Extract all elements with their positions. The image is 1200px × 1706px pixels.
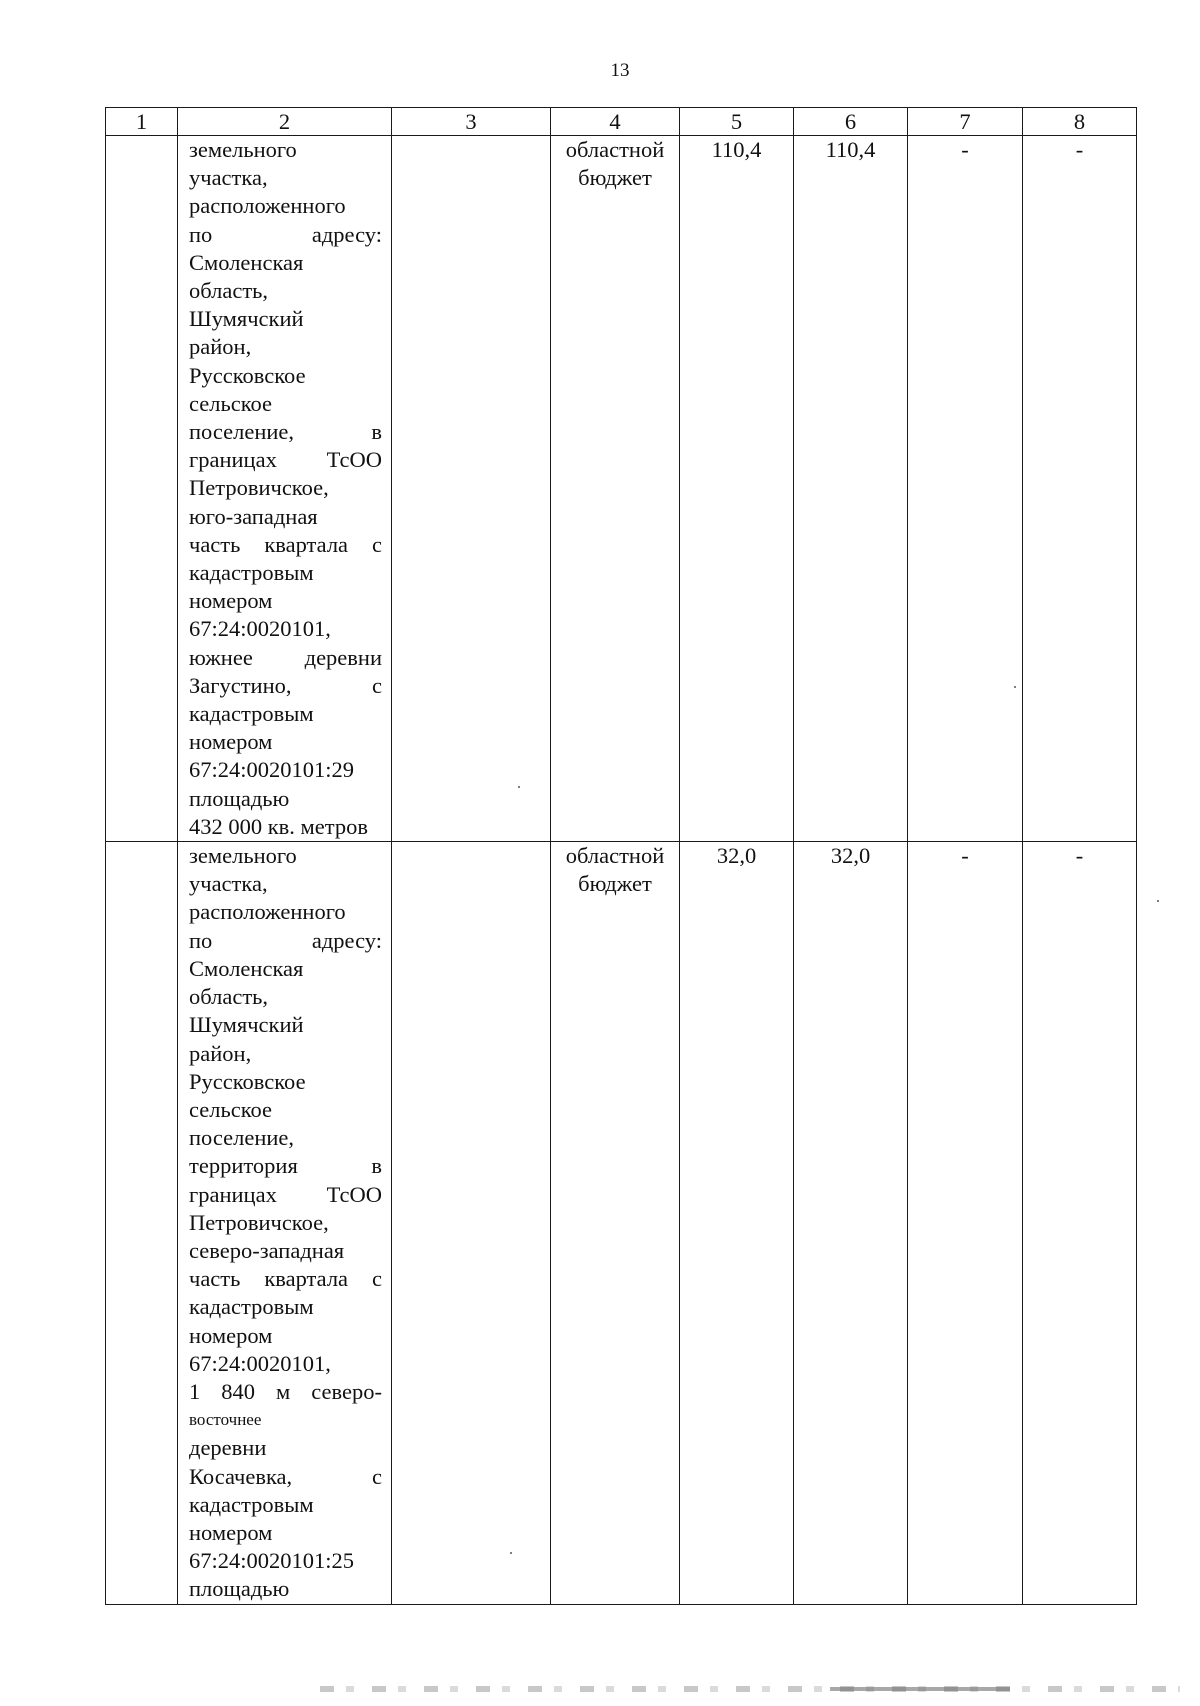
description-line: расположенного	[189, 193, 346, 219]
header-cell: 6	[794, 108, 908, 136]
description-line: поселение,	[189, 1125, 295, 1151]
description-line: район,	[189, 334, 252, 360]
description-line: Руссковское	[189, 362, 306, 388]
description-line: северо-западная	[189, 1237, 345, 1263]
description-line: 1 840 м северо-	[189, 1378, 382, 1404]
description-line: земельного	[189, 843, 297, 869]
description-line: кадастровым	[189, 1294, 314, 1320]
description-line: границах ТсОО	[189, 1181, 382, 1207]
funding-source-cell	[551, 136, 680, 842]
table-row	[106, 136, 1137, 842]
description-line: часть квартала с	[189, 531, 382, 557]
funding-source-cell	[551, 842, 680, 1604]
description-line: кадастровым	[189, 701, 314, 727]
scan-speck	[510, 1552, 512, 1554]
description-line: 67:24:0020101,	[189, 1350, 331, 1376]
description-line: площадью	[189, 785, 290, 811]
description-line: по адресу:	[189, 221, 382, 247]
amount-cell: 32,0	[794, 842, 908, 1604]
description-line: Петровичское,	[189, 1209, 329, 1235]
header-cell: 2	[178, 108, 392, 136]
table-header-row	[106, 108, 1137, 136]
description-line: номером	[189, 588, 273, 614]
description-line: Смоленская	[189, 249, 304, 275]
funding-source-line: бюджет	[578, 871, 652, 897]
description-line: номером	[189, 729, 273, 755]
description-line: Загустино, с	[189, 672, 382, 698]
description-line: 67:24:0020101,	[189, 616, 331, 642]
description-line: кадастровым	[189, 560, 314, 586]
row-number-cell	[106, 136, 178, 842]
description-line: номером	[189, 1519, 273, 1545]
description-line: Петровичское,	[189, 475, 329, 501]
description-line: часть квартала с	[189, 1266, 382, 1292]
description-line: по адресу:	[189, 927, 382, 953]
description-line: расположенного	[189, 899, 346, 925]
scan-footer-artifact	[320, 1686, 1180, 1692]
description-line: Шумячский	[189, 306, 304, 332]
dash-cell: -	[1023, 842, 1137, 1604]
header-cell: 5	[680, 108, 794, 136]
description-line: участка,	[189, 871, 268, 897]
description-line: сельское	[189, 1096, 273, 1122]
description-line: 67:24:0020101:25	[189, 1548, 355, 1574]
description-line: участка,	[189, 165, 268, 191]
scan-speck	[1157, 900, 1159, 902]
funding-source-line: областной	[565, 137, 665, 162]
description-line: область,	[189, 984, 269, 1010]
description-line: деревни	[189, 1435, 267, 1461]
description-line: район,	[189, 1040, 252, 1066]
description-line: Шумячский	[189, 1012, 304, 1038]
header-cell: 7	[908, 108, 1023, 136]
table-row	[106, 842, 1137, 1604]
description-line: 67:24:0020101:29	[189, 757, 355, 783]
dash-cell: -	[908, 136, 1023, 842]
header-cell: 4	[551, 108, 680, 136]
budget-table	[105, 107, 1137, 1605]
row-number-cell	[106, 842, 178, 1604]
description-line: Руссковское	[189, 1068, 306, 1094]
description-line: границах ТсОО	[189, 447, 382, 473]
header-cell: 3	[392, 108, 551, 136]
description-line: земельного	[189, 137, 297, 162]
dash-cell: -	[1023, 136, 1137, 842]
description-line: 432 000 кв. метров	[189, 813, 369, 839]
amount-cell: 110,4	[680, 136, 794, 842]
description-line: территория в	[189, 1153, 382, 1179]
scan-speck	[518, 786, 520, 788]
description-line: область,	[189, 278, 269, 304]
description-line: юго-западная	[189, 503, 318, 529]
description-line: Смоленская	[189, 955, 304, 981]
funding-source-line: областной	[565, 843, 665, 869]
empty-cell	[392, 136, 551, 842]
description-line: кадастровым	[189, 1491, 314, 1517]
description-line: Косачевка, с	[189, 1463, 382, 1489]
description-cell	[178, 136, 392, 842]
page-number: 13	[610, 60, 630, 81]
amount-cell: 110,4	[794, 136, 908, 842]
amount-cell: 32,0	[680, 842, 794, 1604]
funding-source-line: бюджет	[578, 165, 652, 191]
description-line: номером	[189, 1322, 273, 1348]
description-cell	[178, 842, 392, 1604]
header-cell: 1	[106, 108, 178, 136]
empty-cell	[392, 842, 551, 1604]
description-line: поселение, в	[189, 419, 382, 445]
header-cell: 8	[1023, 108, 1137, 136]
dash-cell: -	[908, 842, 1023, 1604]
description-line: площадью	[189, 1576, 290, 1602]
scan-speck	[1014, 686, 1016, 688]
description-line: сельское	[189, 390, 273, 416]
description-line: восточнее	[189, 1410, 262, 1430]
description-line: южнее деревни	[189, 644, 382, 670]
scan-footer-artifact	[830, 1687, 1010, 1691]
